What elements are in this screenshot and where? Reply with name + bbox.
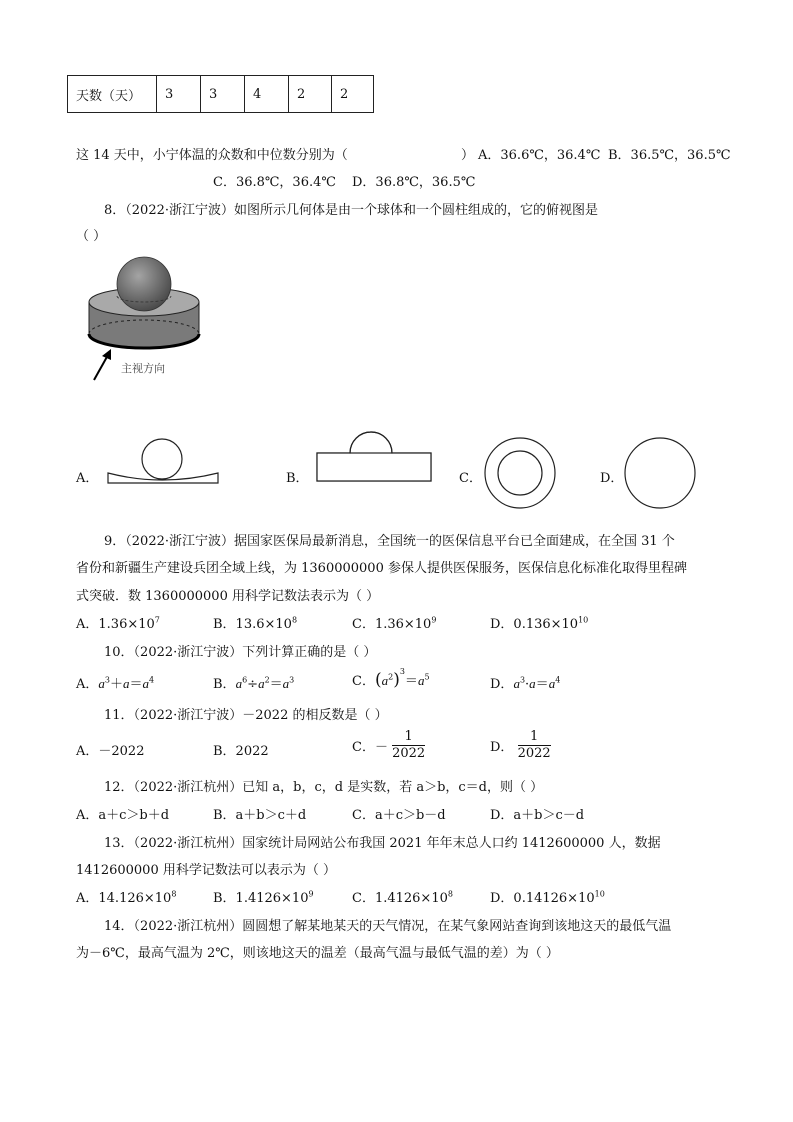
- q8-option-a-figure: [106, 433, 226, 487]
- q9-line1: 9．（2022·浙江宁波）据国家医保局最新消息，全国统一的医保信息平台已全面建成，在全国 31 个: [104, 534, 675, 549]
- q8-option-c-label: C．: [459, 471, 482, 486]
- q13-line1: 13．（2022·浙江杭州）国家统计局网站公布我国 2021 年年末总人口约 1412600000 人，数据: [104, 836, 661, 851]
- q8-line1: 8．（2022·浙江宁波）如图所示几何体是由一个球体和一个圆柱组成的，它的俯视图是: [104, 203, 598, 218]
- q7-option-d: D．36.8℃，36.5℃: [352, 175, 476, 190]
- q9-line3: 式突破．数 1360000000 用科学记数法表示为（ ）: [76, 589, 380, 604]
- q8-figure-caption: 主视方向: [121, 362, 165, 375]
- q7-option-b: B．36.5℃，36.5℃: [608, 148, 731, 163]
- q11-option-a: A．－2022: [76, 744, 145, 759]
- table-cell: 2: [289, 76, 332, 113]
- q10-line: 10．（2022·浙江宁波）下列计算正确的是（ ）: [104, 645, 377, 660]
- q9-option-d: D．$0.136\times 10^{10}$: [490, 615, 589, 632]
- table-row: [68, 76, 374, 113]
- q7-close: ）: [461, 148, 475, 163]
- table-cell: 4: [245, 76, 289, 113]
- table-header-cell: 天数（天）: [68, 76, 157, 113]
- q10-option-a: A．$a^3+a=a^4$: [76, 675, 155, 692]
- q11-option-c-fraction: $\frac{1}{2022}$: [392, 729, 426, 761]
- q13-option-d: D．$0.14126\times 10^{10}$: [490, 889, 605, 906]
- q9-option-c: C．$1.36\times 10^9$: [352, 615, 437, 632]
- q9-option-a: A．$1.36\times 10^7$: [76, 615, 160, 632]
- q13-option-b: B．$1.4126\times 10^9$: [213, 889, 314, 906]
- q8-line2: （ ）: [76, 229, 107, 244]
- table-cell: 2: [332, 76, 374, 113]
- q14-line2: 为－6℃，最高气温为 2℃，则该地这天的温差（最高气温与最低气温的差）为（ ）: [76, 946, 559, 961]
- q12-option-c: C．a＋c＞b－d: [352, 808, 446, 823]
- days-table: [67, 75, 374, 113]
- q13-line2: 1412600000 用科学记数法可以表示为（ ）: [76, 863, 336, 878]
- q8-option-b-visible: [315, 430, 437, 486]
- q13-option-c: C．$1.4126\times 10^8$: [352, 889, 453, 906]
- q8-option-d-figure: [623, 436, 701, 514]
- q11-line: 11．（2022·浙江宁波）－2022 的相反数是（ ）: [104, 708, 388, 723]
- q9-option-b: B．$13.6\times 10^8$: [213, 615, 298, 632]
- q9-line2: 省份和新疆生产建设兵团全域上线，为 1360000000 参保人提供医保服务，医保信息化标准化取得里程碑: [76, 561, 687, 576]
- q12-line: 12．（2022·浙江杭州）已知 a，b，c，d 是实数，若 a＞b，c＝d，则（ ）: [104, 780, 544, 795]
- q10-option-d: D．$a^3\cdot a=a^4$: [490, 675, 561, 692]
- q13-option-a: A．$14.126\times 10^8$: [76, 889, 177, 906]
- q7-option-c: C．36.8℃，36.4℃: [213, 175, 336, 190]
- q7-text: 这 14 天中，小宁体温的众数和中位数分别为（: [76, 148, 348, 163]
- q7-option-a: A．36.6℃，36.4℃: [478, 148, 601, 163]
- q12-option-b: B．a＋b＞c＋d: [213, 808, 307, 823]
- q12-option-d: D．a＋b＞c－d: [490, 808, 585, 823]
- q11-option-d: D． $\frac{1}{2022}$: [490, 729, 551, 761]
- q10-option-b: B．$a^6\div a^2=a^3$: [213, 675, 295, 692]
- q12-option-a: A．a＋c＞b＋d: [76, 808, 170, 823]
- q8-option-c-figure: [482, 436, 560, 514]
- q8-option-a-label: A．: [76, 471, 99, 486]
- q8-option-b-label: B．: [286, 471, 309, 486]
- q14-line1: 14．（2022·浙江杭州）圆圆想了解某地某天的天气情况，在某气象网站查询到该地这天的最低气温: [104, 919, 672, 934]
- q11-option-d-fraction: $\frac{1}{2022}$: [517, 729, 551, 761]
- table-cell: 3: [157, 76, 201, 113]
- table-cell: 3: [201, 76, 245, 113]
- q8-option-d-label: D．: [600, 471, 624, 486]
- q11-option-c: C．－ $\frac{1}{2022}$: [352, 729, 426, 761]
- q10-option-c: C．$(a^2)^3=a^5$: [352, 666, 430, 690]
- q11-option-b: B．2022: [213, 744, 269, 759]
